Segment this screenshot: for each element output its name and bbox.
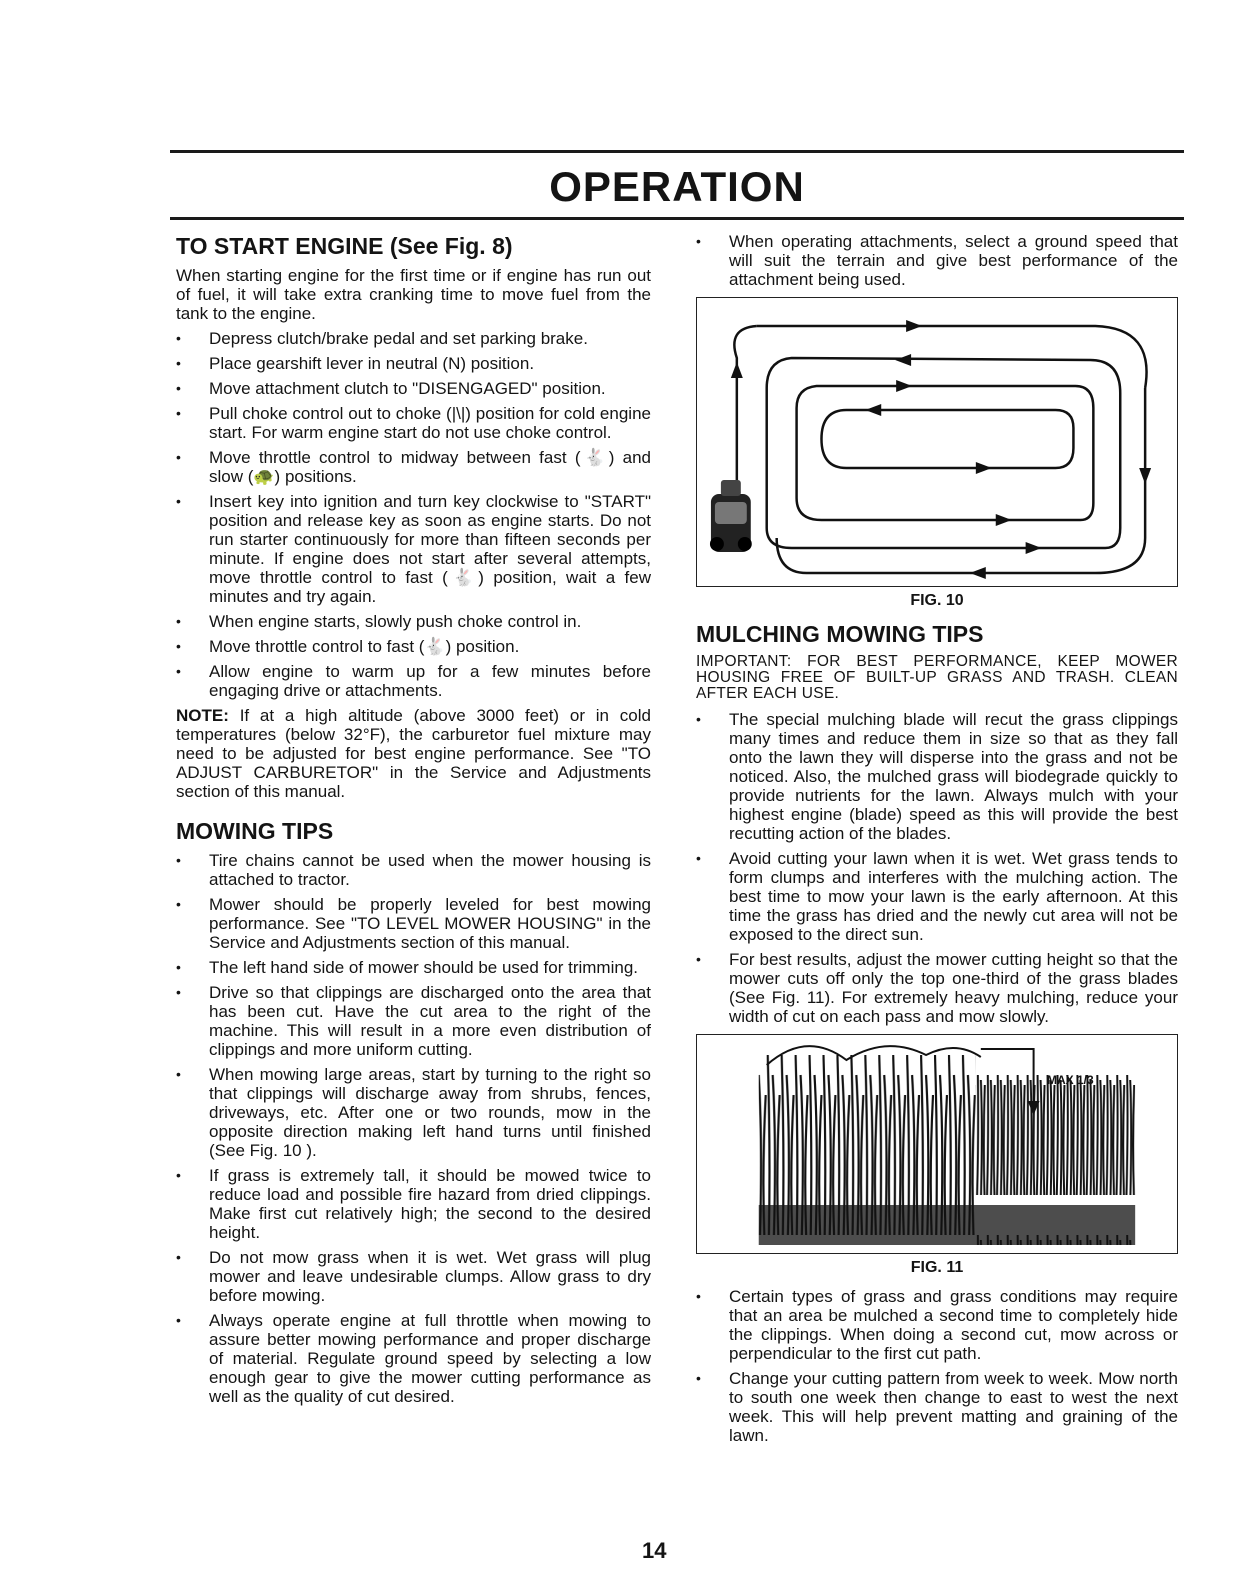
list-item: • Always operate engine at full throttle when mowing to assure better mowing performance and proper discharge of material. Regulate ground speed by selecting a low enough gear to give the mower cutting performance as well as the quality of cut desired. [176,1311,651,1406]
tractor-icon [710,480,752,552]
left-column [176,232,651,1412]
list-item: • When mowing large areas, start by turning to the right so that clippings will discharge away from shrubs, fences, driveways, etc. After one or two rounds, mow in the opposite direction making left hand turns until finished (See Fig. 10 ). [176,1065,651,1160]
list-item: • Allow engine to warm up for a few minutes before engaging drive or attachments. [176,662,651,700]
page-title: OPERATION [549,163,805,210]
fig10-mowing-pattern-diagram [696,297,1178,587]
note-text: If at a high altitude (above 3000 feet) or in cold temperatures (below 32°F), the carburetor fuel mixture may need to be adjusted for best engine performance. See "TO ADJUST CARBURETOR" in the Service and Adjustments section of this manual. [176,706,651,801]
list-item: • Move throttle control to fast (🐇) position. [176,637,651,656]
list-item: • Do not mow grass when it is wet. Wet grass will plug mower and leave undesirable clumps. Allow grass to dry before mowing. [176,1248,651,1305]
mowing-tips-list [176,851,651,1406]
start-engine-intro: When starting engine for the first time or if engine has run out of fuel, it will take extra cranking time to move fuel from the tank to the engine. [176,266,651,323]
list-item: • Place gearshift lever in neutral (N) position. [176,354,651,373]
list-item: • If grass is extremely tall, it should be mowed twice to reduce load and possible fire hazard from dried clippings. Make first cut relatively high; the second to the desired height. [176,1166,651,1242]
list-item: • Pull choke control out to choke (|\|) position for cold engine start. For warm engine start do not use choke control. [176,404,651,442]
list-item: • The special mulching blade will recut the grass clippings many times and reduce them in size so that as they fall onto the lawn they will disperse into the grass and not be noticed. Also, the mulched grass will biodegrade quickly to provide nutrients for the lawn. Always mulch with your highest engine (blade) speed as this will provide the best recutting action of the blades. [696,710,1178,843]
mulching-tips-list [696,710,1178,1026]
list-item: • When engine starts, slowly push choke control in. [176,612,651,631]
list-item: • Avoid cutting your lawn when it is wet. Wet grass tends to form clumps and interferes with the mulching action. The best time to mow your lawn is the early afternoon. At this time the grass has dried and the newly cut area will not be exposed to the direct sun. [696,849,1178,944]
start-engine-heading: TO START ENGINE (See Fig. 8) [176,233,513,259]
list-item: • Move attachment clutch to "DISENGAGED" position. [176,379,651,398]
max-one-third-label: MAX 1/3 [1047,1073,1094,1087]
list-item: • Move throttle control to midway between fast (🐇) and slow (🐢) positions. [176,448,651,486]
mulching-heading: MULCHING MOWING TIPS [696,621,984,647]
note-label: NOTE: [176,706,229,725]
fig11-caption: FIG. 11 [910,1259,964,1276]
list-item: • The left hand side of mower should be used for trimming. [176,958,651,977]
list-item: • Certain types of grass and grass conditions may require that an area be mulched a second time to completely hide the clippings. When doing a second cut, mow across or perpendicular to the first cut path. [696,1287,1178,1363]
list-item: • For best results, adjust the mower cutting height so that the mower cuts off only the top one-third of the grass blades (See Fig. 11). For extremely heavy mulching, reduce your width of cut on each pass and mow slowly. [696,950,1178,1026]
page-number: 14 [642,1538,667,1563]
mowing-pattern-illustration [697,298,1177,586]
mulching-tips-list-2 [696,1287,1178,1445]
fig11-grass-height-diagram [696,1034,1178,1254]
list-item: • Tire chains cannot be used when the mower housing is attached to tractor. [176,851,651,889]
list-item: • Insert key into ignition and turn key clockwise to "START" position and release key as soon as engine starts. Do not run starter continuously for more than fifteen seconds per minute. If engine does not start after several attempts, move throttle control to fast (🐇) position, wait a few minutes and try again. [176,492,651,606]
note-paragraph [176,706,651,801]
attachments-tip-list [696,232,1178,289]
grass-illustration [697,1035,1177,1253]
list-item: • Mower should be properly leveled for best mowing performance. See "TO LEVEL MOWER HOUSING" in the Service and Adjustments section of this manual. [176,895,651,952]
mowing-tips-heading: MOWING TIPS [176,818,334,844]
header-rule-top [170,150,1184,153]
start-engine-steps [176,329,651,700]
fig10-caption: FIG. 10 [910,592,964,609]
list-item: • Drive so that clippings are discharged onto the area that has been cut. Have the cut area to the right of the machine. This will result in a more even distribution of clippings and more uniform cutting. [176,983,651,1059]
right-column [696,232,1178,1451]
header-rule-bottom [170,217,1184,220]
list-item: • Depress clutch/brake pedal and set parking brake. [176,329,651,348]
list-item: • Change your cutting pattern from week to week. Mow north to south one week then change to east to west the next week. This will help prevent matting and graining of the lawn. [696,1369,1178,1445]
important-notice: IMPORTANT: FOR BEST PERFORMANCE, KEEP MOWER HOUSING FREE OF BUILT-UP GRASS AND TRASH. CLEAN AFTER EACH USE. [696,653,1178,702]
list-item: • When operating attachments, select a ground speed that will suit the terrain and give best performance of the attachment being used. [696,232,1178,289]
